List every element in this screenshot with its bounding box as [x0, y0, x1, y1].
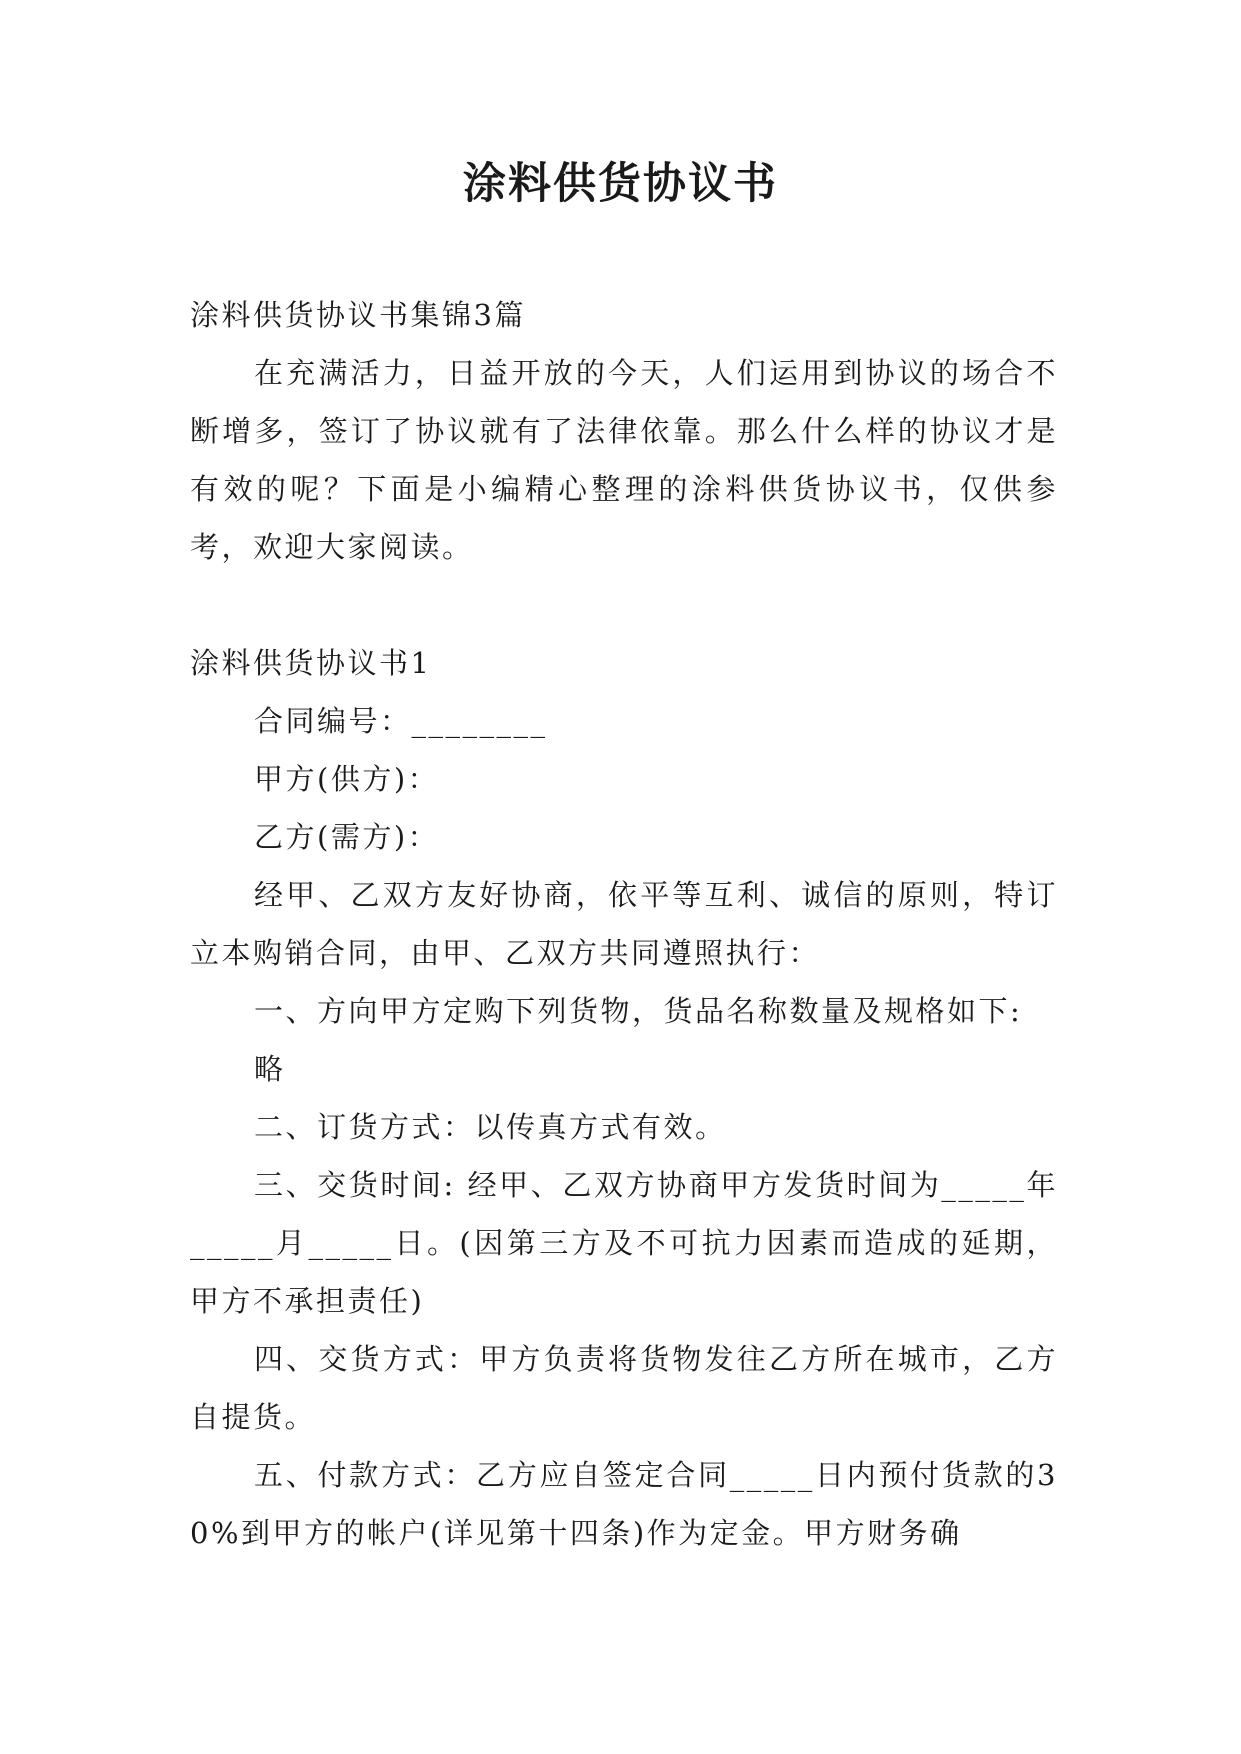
- clause-1-detail: 略: [254, 1052, 286, 1086]
- clause-3: 三、交货时间: 经甲、乙双方协商甲方发货时间为_____年_____月_____日。(因第三方及不可抗力因素而造成的延期，甲方不承担责任): [190, 1168, 1058, 1318]
- contract-number-line: 合同编号：________: [254, 704, 548, 738]
- clause-4: 四、交货方式：甲方负责将货物发往乙方所在城市，乙方自提货。: [190, 1342, 1058, 1434]
- document-subtitle: 涂料供货协议书集锦3篇: [190, 298, 526, 332]
- clause-2: 二、订货方式：以传真方式有效。: [254, 1110, 727, 1144]
- section-spacer: [190, 576, 1058, 634]
- document-body: [190, 286, 1058, 1562]
- document-title: 涂料供货协议书: [463, 159, 778, 209]
- intro-paragraph: 在充满活力，日益开放的今天，人们运用到协议的场合不断增多，签订了协议就有了法律依靠。那么什么样的协议才是有效的呢？下面是小编精心整理的涂料供货协议书，仅供参考，欢迎大家阅读。: [190, 356, 1058, 564]
- party-a-line: 甲方(供方)：: [254, 762, 440, 796]
- section-heading: 涂料供货协议书1: [190, 646, 432, 680]
- clause-5: 五、付款方式：乙方应自签定合同_____日内预付货款的30%到甲方的帐户(详见第十四条)作为定金。甲方财务确: [190, 1458, 1058, 1550]
- party-b-line: 乙方(需方)：: [254, 820, 440, 854]
- preamble-paragraph: 经甲、乙双方友好协商，依平等互利、诚信的原则，特订立本购销合同，由甲、乙双方共同遵照执行：: [190, 878, 1058, 970]
- clause-1: 一、方向甲方定购下列货物，货品名称数量及规格如下:: [254, 994, 1023, 1028]
